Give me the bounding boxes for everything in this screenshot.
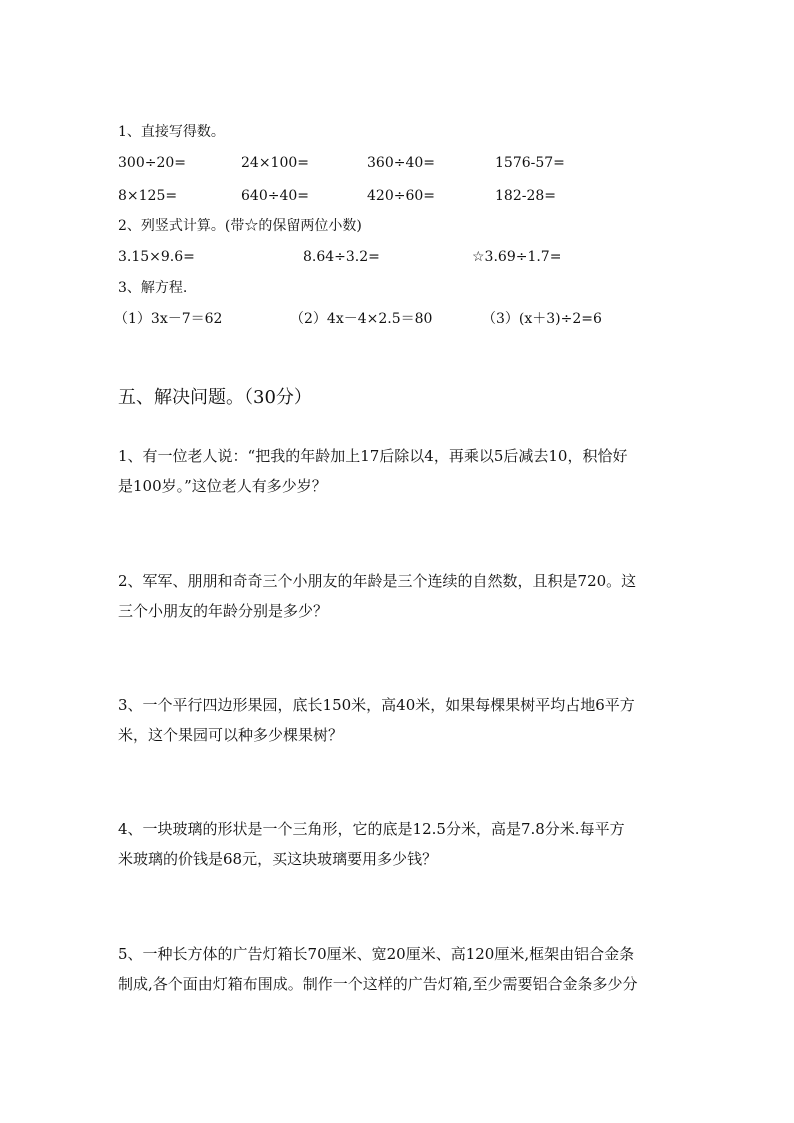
q1-item: 182-28= <box>495 188 556 204</box>
q3-item: （1）3x－7＝62 <box>114 311 223 327</box>
problem-line: 三个小朋友的年龄分别是多少？ <box>118 602 329 620</box>
problem-line: 1、有一位老人说：“把我的年龄加上17后除以4，再乘以5后减去10，积恰好 <box>118 447 628 465</box>
problem-line: 5、一种长方体的广告灯箱长70厘米、宽20厘米、高120厘米,框架由铝合金条 <box>118 945 635 963</box>
q2-item: 3.15×9.6= <box>118 249 195 265</box>
problem-4 <box>118 814 678 874</box>
q3-item: （2）4x－4×2.5＝80 <box>290 311 433 327</box>
problem-line: 是100岁。”这位老人有多少岁？ <box>118 477 327 495</box>
q1-item: 8×125= <box>118 188 178 204</box>
problem-3 <box>118 690 678 750</box>
problem-line: 米玻璃的价钱是68元，买这块玻璃要用多少钱？ <box>118 850 438 868</box>
problem-line: 制成,各个面由灯箱布围成。制作一个这样的广告灯箱,至少需要铝合金条多少分 <box>118 975 638 993</box>
section-title: 五、解决问题。（30分） <box>118 387 312 408</box>
q3-item: （3）(x＋3)÷2=6 <box>482 311 602 327</box>
problem-line: 3、一个平行四边形果园，底长150米，高40米，如果每棵果树平均占地6平方 <box>118 696 635 714</box>
q1-item: 420÷60= <box>367 188 435 204</box>
problem-2 <box>118 566 678 626</box>
q1-item: 640÷40= <box>241 188 309 204</box>
problem-line: 米，这个果园可以种多少棵果树？ <box>118 726 344 744</box>
q1-item: 300÷20= <box>118 155 186 171</box>
q2-item: ☆3.69÷1.7= <box>472 249 562 265</box>
problem-line: 4、一块玻璃的形状是一个三角形，它的底是12.5分米，高是7.8分米.每平方 <box>118 820 625 838</box>
q2-item: 8.64÷3.2= <box>303 249 380 265</box>
q1-heading: 1、直接写得数。 <box>118 124 225 140</box>
q1-item: 360÷40= <box>367 155 435 171</box>
q1-item: 1576-57= <box>495 155 565 171</box>
problem-1 <box>118 441 678 501</box>
problem-line: 2、军军、朋朋和奇奇三个小朋友的年龄是三个连续的自然数，且积是720。这 <box>118 572 637 590</box>
q2-heading: 2、列竖式计算。(带☆的保留两位小数) <box>118 218 362 234</box>
problem-5 <box>118 939 678 999</box>
q3-heading: 3、解方程. <box>118 280 188 296</box>
q1-item: 24×100= <box>241 155 309 171</box>
